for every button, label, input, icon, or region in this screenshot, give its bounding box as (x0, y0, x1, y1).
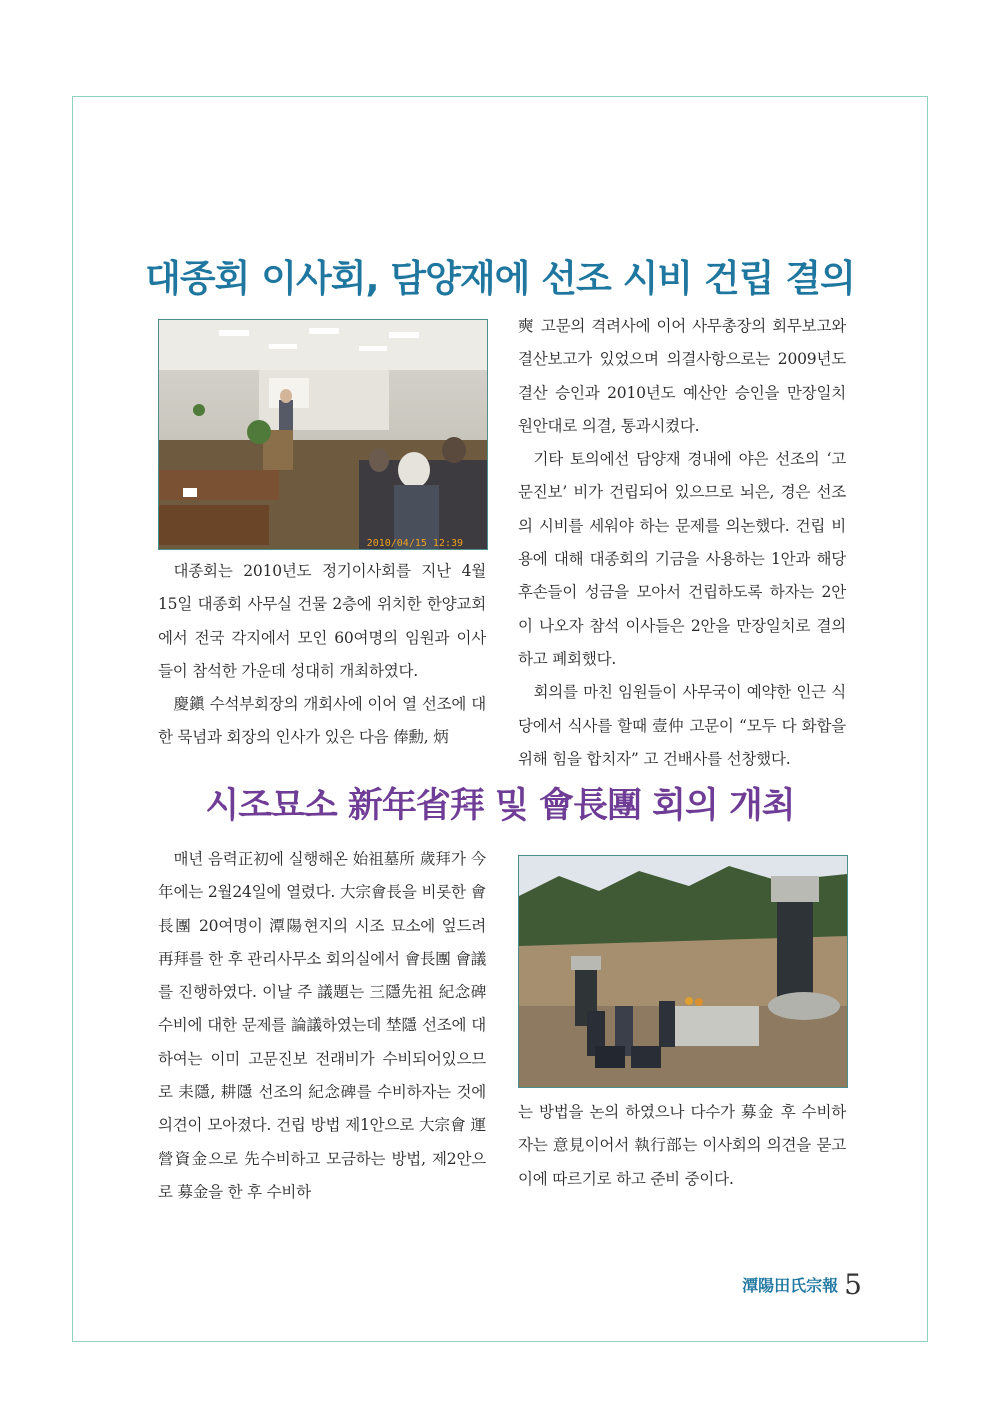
article-1-column-right (518, 310, 846, 776)
ancestral-tomb-photo (518, 855, 848, 1088)
page-number: 5 (844, 1268, 862, 1301)
page-footer (742, 1268, 862, 1301)
paragraph: 慶鎭 수석부회장의 개회사에 이어 열 선조에 대한 묵념과 회장의 인사가 있은 다음 俸勳, 炳 (158, 695, 486, 747)
article-1-title: 대종회 이사회, 담양재에 선조 시비 건립 결의 (145, 257, 855, 300)
article-2-title: 시조묘소 新年省拜 및 會長團 회의 개최 (205, 786, 795, 826)
article-2-column-right (518, 1096, 846, 1196)
publication-name: 潭陽田氏宗報 (742, 1276, 839, 1295)
article-2-column-left (158, 843, 486, 1209)
paragraph: 매년 음력正初에 실행해온 始祖墓所 歲拜가 今年에는 2월24일에 열렸다. 大宗會長을 비롯한 會長團 20여명이 潭陽현지의 시조 묘소에 엎드려 再拜를 한 후 관리사무소 회의실에서 會長團 會議를 진행하였다. 이날 주 議題는 三隱先祖 紀念碑 수비에 대한 문제를 論議하였는데 埜隱 선조에 대하여는 이미 고문진보 전래비가 수비되어있으므로 耒隱, 耕隱 선조의 紀念碑를 수비하자는 것에 의견이 모아졌다. 건립 방법 제1안으로 大宗會 運營資金으로 先수비하고 모금하는 방법, 제2안으로 募金을 한 후 수비하 (158, 850, 486, 1201)
paragraph: 奭 고문의 격려사에 이어 사무총장의 회무보고와 결산보고가 있었으며 의결사항으로는 2009년도 결산 승인과 2010년도 예산안 승인을 만장일치 원안대로 의결, 통과시켰다. (518, 317, 846, 435)
paragraph: 대종회는 2010년도 정기이사회를 지난 4월 15일 대종회 사무실 건물 2층에 위치한 한양교회에서 전국 각지에서 모인 60여명의 임원과 이사들이 참석한 가운데 성대히 개최하였다. (158, 562, 486, 680)
paragraph: 회의를 마친 임원들이 사무국이 예약한 인근 식당에서 식사를 할때 壹仲 고문이 “모두 다 화합을 위해 힘을 합치자” 고 건배사를 선창했다. (518, 683, 846, 768)
board-meeting-photo (158, 319, 488, 550)
paragraph: 는 방법을 논의 하였으나 다수가 募金 후 수비하자는 意見이어서 執行部는 이사회의 의견을 묻고 이에 따르기로 하고 준비 중이다. (518, 1103, 846, 1188)
article-1-column-left (158, 555, 486, 755)
paragraph: 기타 토의에선 담양재 경내에 야은 선조의 ‘고문진보’ 비가 건립되어 있으므로 뇌은, 경은 선조의 시비를 세워야 하는 문제를 의논했다. 건립 비용에 대해 대종회의 기금을 사용하는 1안과 해당 후손들이 성금을 모아서 건립하도록 하자는 2안이 나오자 참석 이사들은 2안을 만장일치로 결의하고 폐회했다. (518, 450, 846, 668)
photo-timestamp: 2010/04/15 12:39 (366, 538, 463, 549)
